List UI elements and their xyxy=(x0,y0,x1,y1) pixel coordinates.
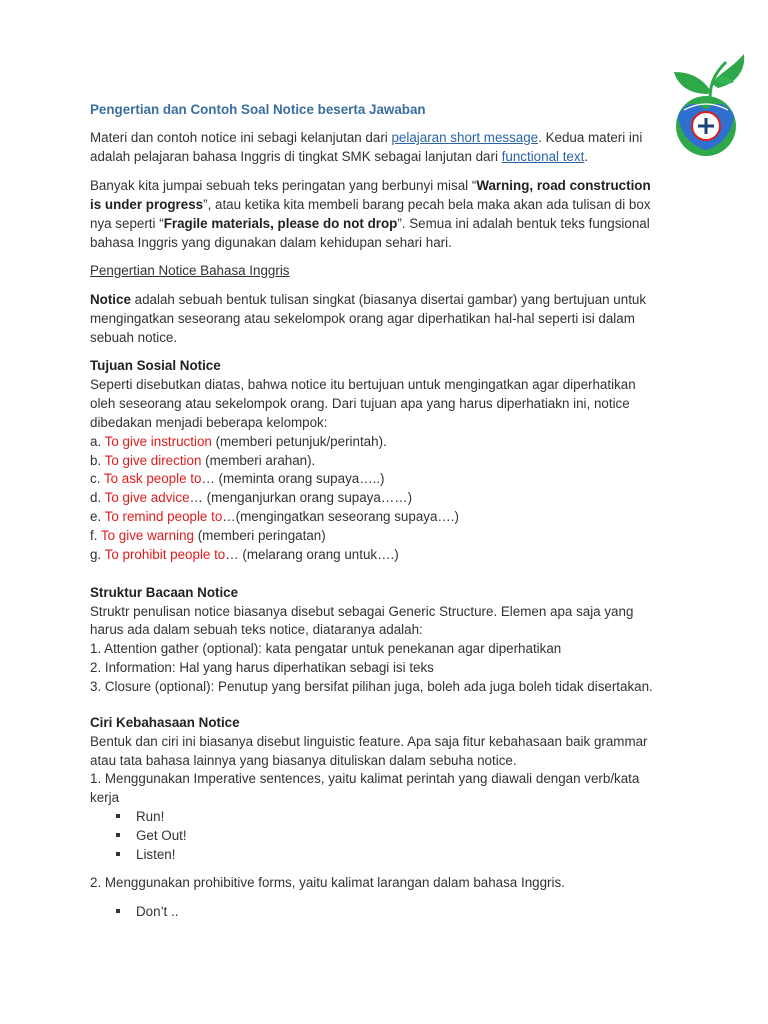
bullet-text: Don’t .. xyxy=(136,904,179,919)
tujuan-heading xyxy=(90,357,221,376)
intro-line-2 xyxy=(90,148,588,167)
item-rest: … (melarang orang untuk….) xyxy=(225,547,399,562)
para-text: Banyak kita jumpai sebuah teks peringatan yang berbunyi misal “ xyxy=(90,178,477,193)
ciri-heading xyxy=(90,714,240,733)
short-message-link[interactable]: pelajaran short message xyxy=(391,130,539,145)
tujuan-item xyxy=(90,489,412,508)
intro-line-1 xyxy=(90,129,642,148)
para-bold: Warning, road construction xyxy=(476,178,651,193)
pengertian-heading: Pengertian Notice Bahasa Inggris xyxy=(90,263,290,278)
section-heading: Ciri Kebahasaan Notice xyxy=(90,715,240,730)
bullet-text: Get Out! xyxy=(136,828,187,843)
item-rest: (memberi peringatan) xyxy=(193,528,326,543)
bullet-icon xyxy=(116,833,120,837)
intro-text: adalah pelajaran bahasa Inggris di tingkat SMK sebagai lanjutan dari xyxy=(90,149,502,164)
item-red-phrase: To give advice xyxy=(104,490,190,505)
bullet-icon xyxy=(116,814,120,818)
ciri-point-2: 2. Menggunakan prohibitive forms, yaitu kalimat larangan dalam bahasa Inggris. xyxy=(90,875,565,890)
tujuan-item xyxy=(90,508,459,527)
struktur-line: harus ada dalam sebuah teks notice, diataranya adalah: xyxy=(90,622,423,637)
notice-term: Notice xyxy=(90,292,131,307)
struktur-line: 3. Closure (optional): Penutup yang bersifat pilihan juga, boleh ada juga boleh tidak disertakan. xyxy=(90,679,653,694)
section-heading: Tujuan Sosial Notice xyxy=(90,358,221,373)
tujuan-item xyxy=(90,470,385,489)
functional-text-link[interactable]: functional text xyxy=(501,149,585,164)
intro-text: . Kedua materi ini xyxy=(538,130,643,145)
ciri-line: kerja xyxy=(90,790,120,805)
item-red-phrase: To prohibit people to xyxy=(104,547,226,562)
struktur-line: 2. Information: Hal yang harus diperhatikan sebagi isi teks xyxy=(90,660,434,675)
section-heading: Struktur Bacaan Notice xyxy=(90,585,239,600)
definition-line-1 xyxy=(90,291,646,310)
para2-line-4: bahasa Inggris yang digunakan dalam kehidupan sehari hari. xyxy=(90,235,452,250)
para-text: ”, atau ketika kita membeli barang pecah bela maka akan ada tulisan di box xyxy=(203,197,651,212)
bullet-icon xyxy=(116,852,120,856)
bullet-icon xyxy=(116,909,120,913)
item-rest: (memberi arahan). xyxy=(201,453,316,468)
para-bold: Fragile materials, please do not drop xyxy=(163,216,398,231)
ciri-line: atau tata bahasa lainnya yang biasanya dituliskan dalam sebuha notice. xyxy=(90,753,517,768)
para2-line-1 xyxy=(90,177,651,196)
item-rest: (memberi petunjuk/perintah). xyxy=(211,434,387,449)
tujuan-item xyxy=(90,433,387,452)
page-title: Pengertian dan Contoh Soal Notice beserta Jawaban xyxy=(90,102,426,117)
list-item xyxy=(116,846,175,865)
para2-line-2 xyxy=(90,196,650,215)
tujuan-item xyxy=(90,452,315,471)
para2-line-3 xyxy=(90,215,650,234)
item-prefix: a. xyxy=(90,434,105,449)
item-prefix: b. xyxy=(90,453,105,468)
tujuan-line: dibedakan menjadi beberapa kelompok: xyxy=(90,415,328,430)
para-text: ”. Semua ini adalah bentuk teks fungsional xyxy=(397,216,650,231)
item-rest: … (menganjurkan orang supaya……) xyxy=(189,490,413,505)
definition-line-2: mengingatkan seseorang atau sekelompok orang agar diperhatikan hal-hal seperti isi dalam xyxy=(90,311,635,326)
tujuan-line: Seperti disebutkan diatas, bahwa notice itu bertujuan untuk mengingatkan agar diperhatikan xyxy=(90,377,636,392)
school-logo-icon xyxy=(666,50,748,160)
bullet-text: Listen! xyxy=(136,847,176,862)
item-red-phrase: To give instruction xyxy=(104,434,212,449)
item-red-phrase: To ask people to xyxy=(103,471,202,486)
list-item xyxy=(116,903,178,922)
item-rest: …(mengingatkan seseorang supaya….) xyxy=(222,509,459,524)
tujuan-line: oleh seseorang atau sekelompok orang. Dari tujuan apa yang harus diperhatiakn ini, notice xyxy=(90,396,630,411)
item-rest: … (meminta orang supaya…..) xyxy=(201,471,385,486)
tujuan-item xyxy=(90,527,326,546)
list-item xyxy=(116,827,187,846)
struktur-heading xyxy=(90,584,238,603)
para-text: adalah sebuah bentuk tulisan singkat (biasanya disertai gambar) yang bertujuan untuk xyxy=(130,292,647,307)
para-text: nya seperti “ xyxy=(90,216,164,231)
struktur-line: 1. Attention gather (optional): kata pengatar untuk penekanan agar diperhatikan xyxy=(90,641,562,656)
ciri-line: Bentuk dan ciri ini biasanya disebut linguistic feature. Apa saja fitur kebahasaan baik grammar xyxy=(90,734,648,749)
item-prefix: f. xyxy=(90,528,101,543)
list-item xyxy=(116,808,164,827)
item-red-phrase: To give direction xyxy=(104,453,202,468)
bullet-text: Run! xyxy=(136,809,165,824)
item-red-phrase: To give warning xyxy=(100,528,194,543)
intro-text: . xyxy=(584,149,589,164)
definition-line-3: sebuah notice. xyxy=(90,330,178,345)
ciri-line: 1. Menggunakan Imperative sentences, yaitu kalimat perintah yang diawali dengan verb/kata xyxy=(90,771,640,786)
item-prefix: c. xyxy=(90,471,104,486)
item-prefix: e. xyxy=(90,509,105,524)
struktur-line: Struktr penulisan notice biasanya disebut sebagai Generic Structure. Elemen apa saja yang xyxy=(90,604,634,619)
item-prefix: d. xyxy=(90,490,105,505)
item-red-phrase: To remind people to xyxy=(104,509,223,524)
para-bold: is under progress xyxy=(90,197,204,212)
intro-text: Materi dan contoh notice ini sebagi kelanjutan dari xyxy=(90,130,392,145)
tujuan-item xyxy=(90,546,399,565)
item-prefix: g. xyxy=(90,547,105,562)
